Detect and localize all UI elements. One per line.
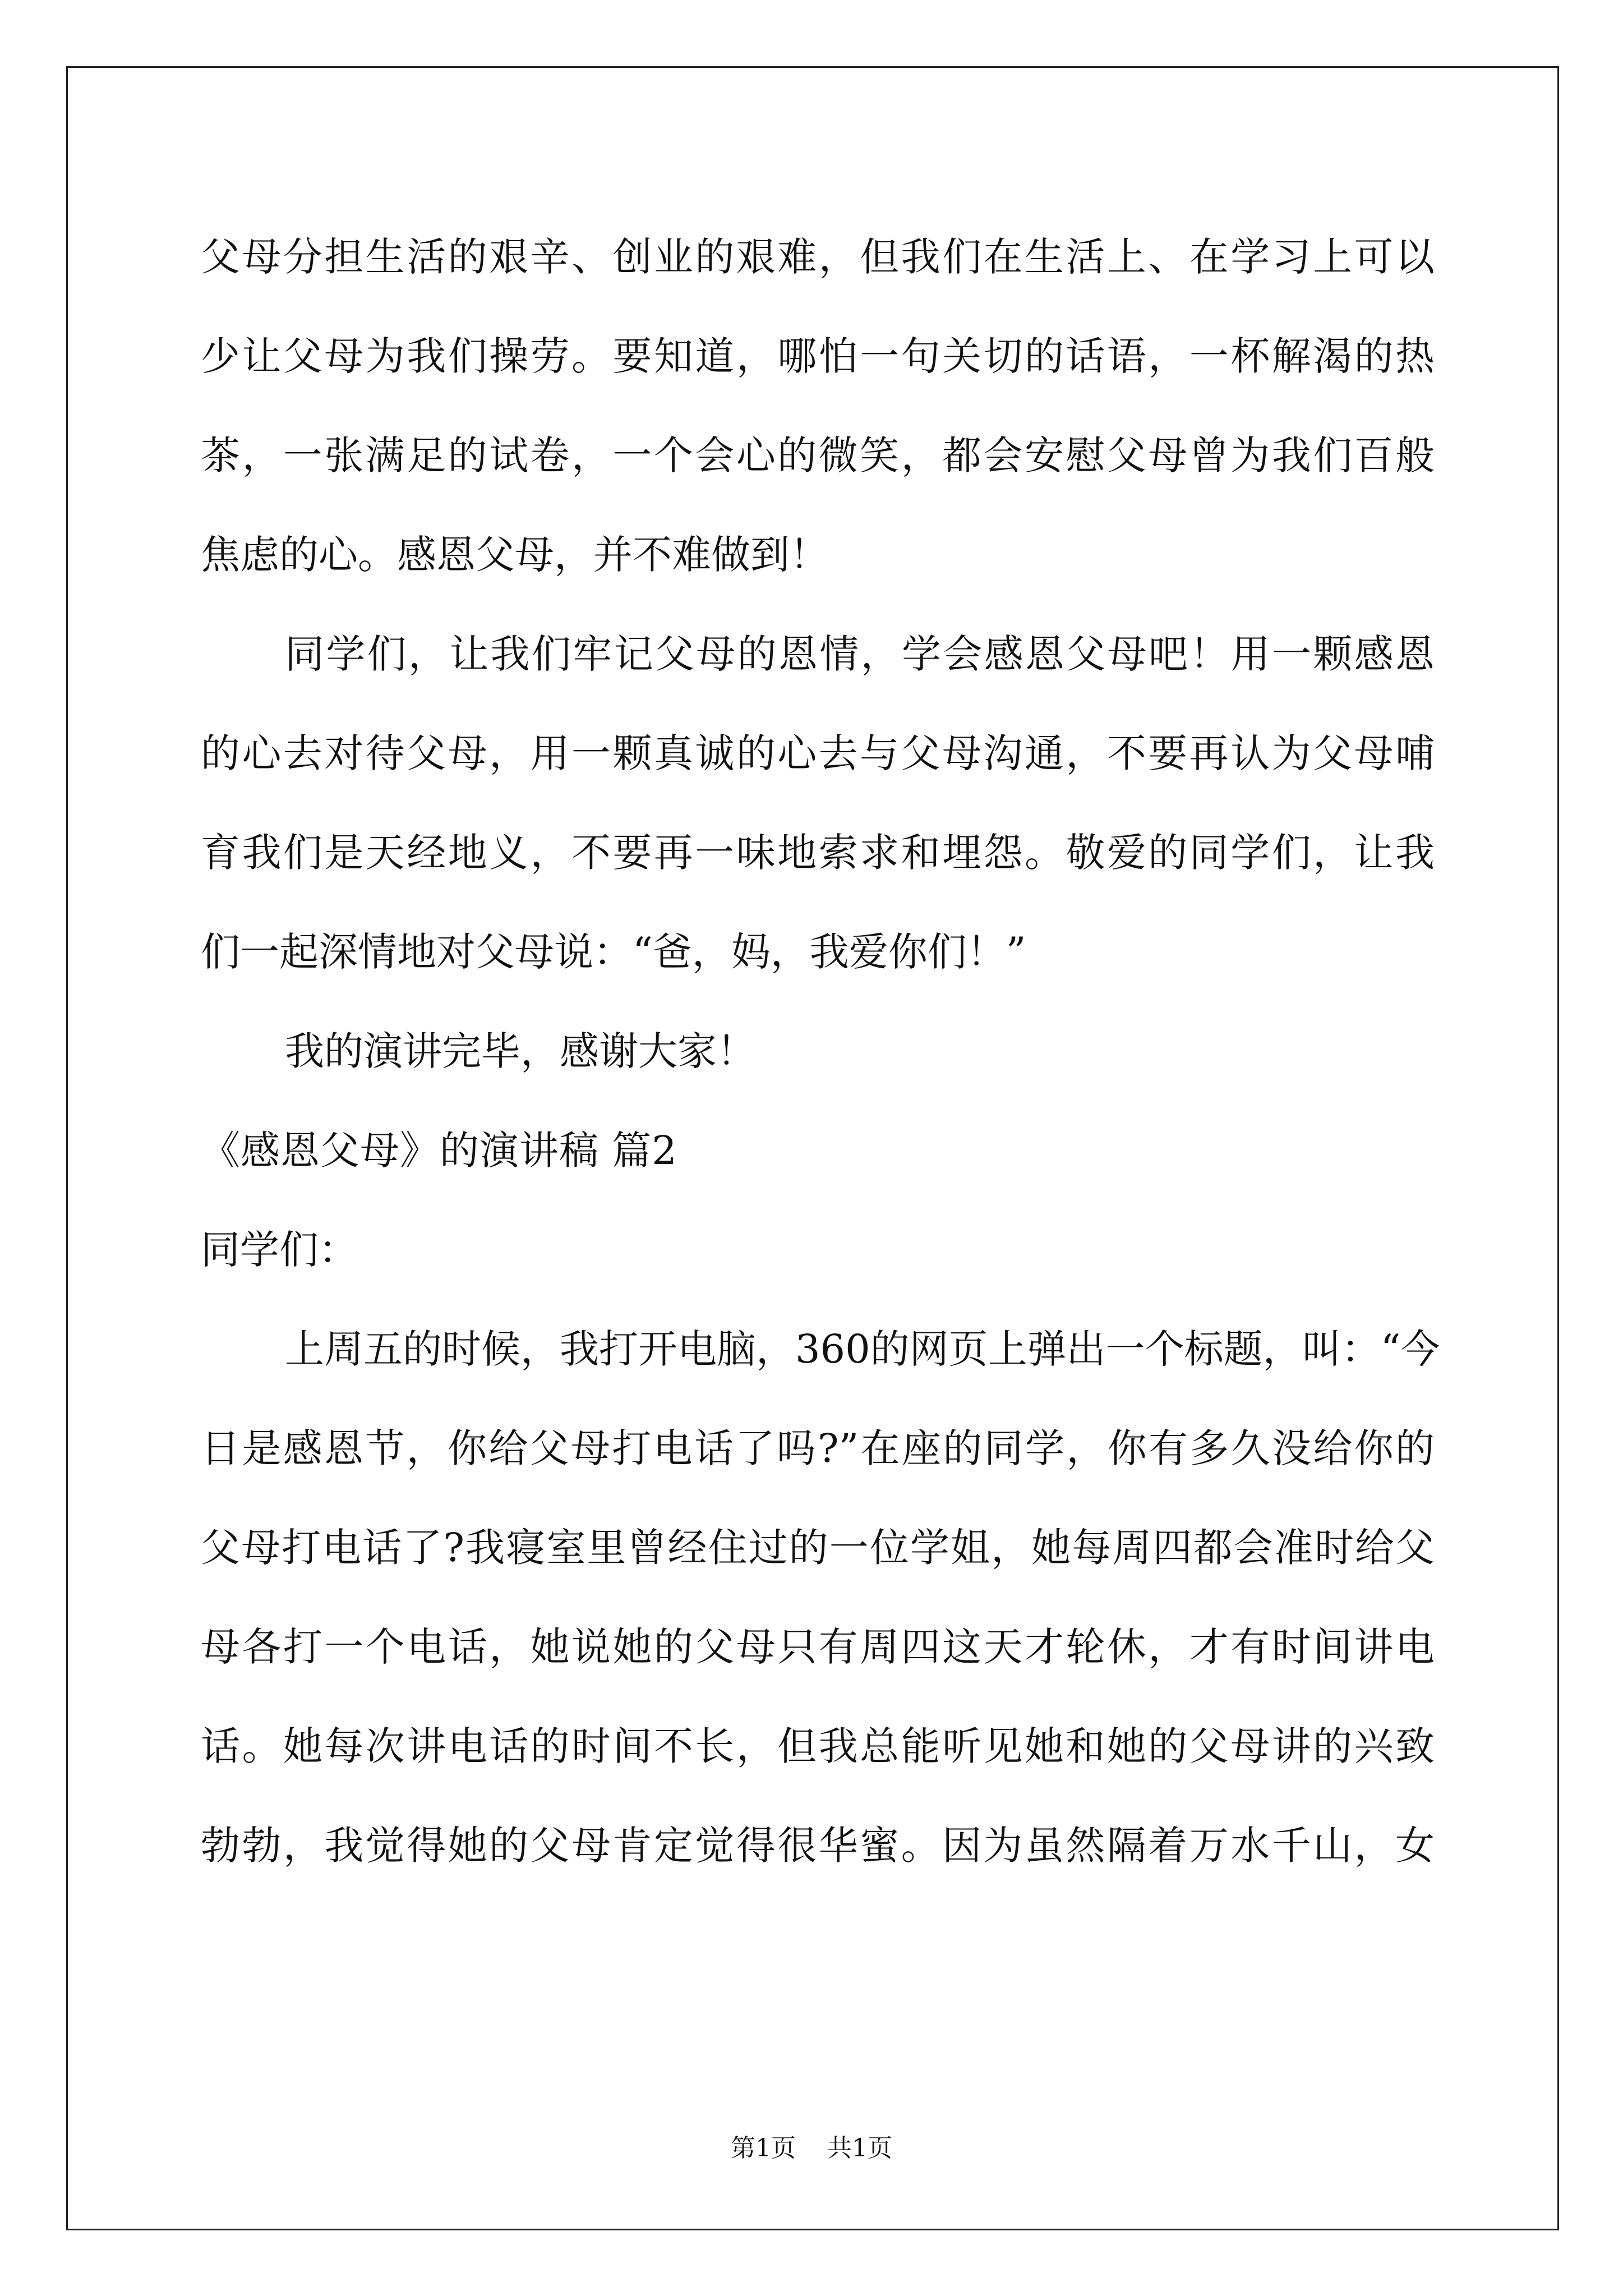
text-line: 的心去对待父母，用一颗真诚的心去与父母沟通，不要再认为父母哺 (201, 730, 1435, 776)
text-line: 日是感恩节，你给父母打电话了吗?”在座的同学，你有多久没给你的 (201, 1425, 1435, 1471)
text-line: 父母打电话了?我寝室里曾经住过的一位学姐，她每周四都会准时给父 (201, 1525, 1435, 1571)
text-line: 茶，一张满足的试卷，一个会心的微笑，都会安慰父母曾为我们百般 (201, 432, 1435, 478)
text-line: 父母分担生活的艰辛、创业的艰难，但我们在生活上、在学习上可以 (201, 234, 1435, 280)
text-line: 母各打一个电话，她说她的父母只有周四这天才轮休，才有时间讲电 (201, 1624, 1435, 1670)
text-line: 勃勃，我觉得她的父母肯定觉得很华蜜。因为虽然隔着万水千山，女 (201, 1823, 1435, 1869)
page-footer (0, 2132, 1623, 2165)
text-line: 我的演讲完毕，感谢大家！ (285, 1028, 756, 1074)
salutation: 同学们： (201, 1227, 358, 1273)
text-line: 话。她每次讲电话的时间不长，但我总能听见她和她的父母讲的兴致 (201, 1723, 1435, 1769)
text-line: 上周五的时候，我打开电脑，360的网页上弹出一个标题，叫：“今 (285, 1326, 1440, 1372)
page-number: 第1页 (731, 2134, 796, 2162)
page-total: 共1页 (827, 2134, 892, 2162)
text-line: 少让父母为我们操劳。要知道，哪怕一句关切的话语，一杯解渴的热 (201, 333, 1435, 379)
text-line: 焦虑的心。感恩父母，并不难做到！ (201, 532, 829, 578)
document-body (201, 208, 1440, 1895)
section-heading: 《感恩父母》的演讲稿 篇2 (201, 1128, 677, 1174)
text-line: 同学们，让我们牢记父母的恩情，学会感恩父母吧！用一颗感恩 (285, 631, 1435, 677)
text-line: 们一起深情地对父母说：“爸，妈，我爱你们！” (201, 929, 1026, 975)
text-line: 育我们是天经地义，不要再一味地索求和埋怨。敬爱的同学们，让我 (201, 830, 1435, 876)
